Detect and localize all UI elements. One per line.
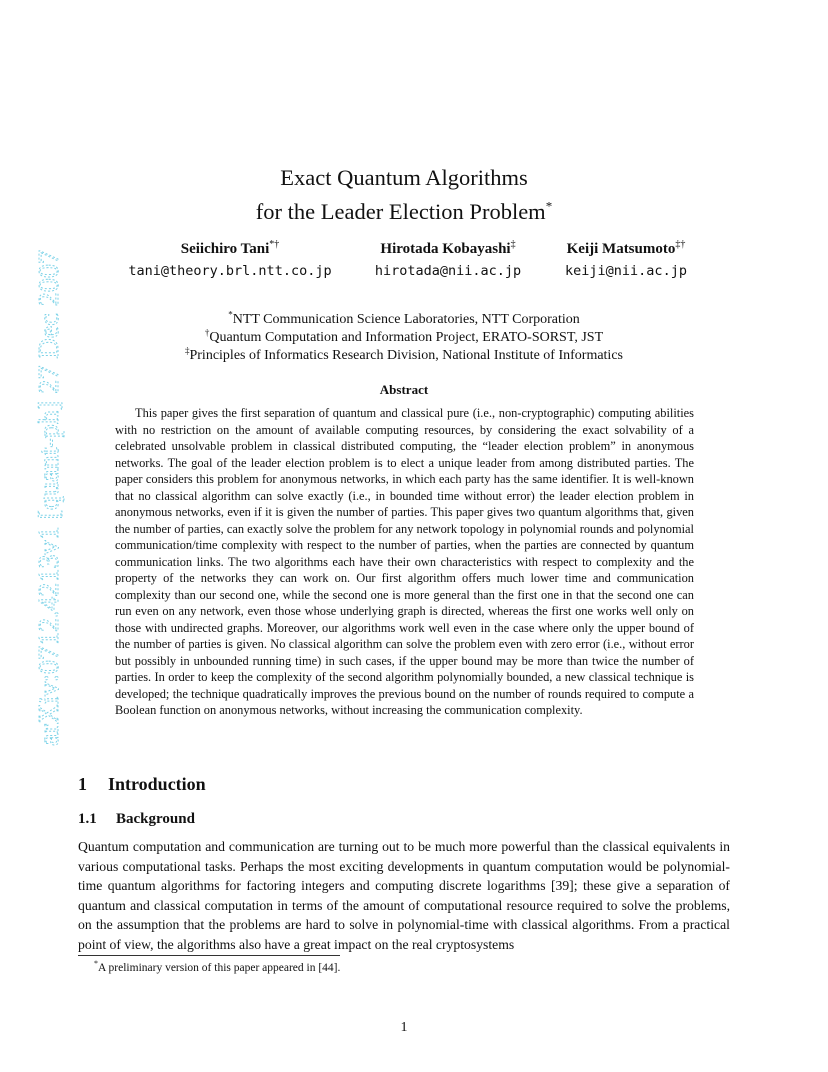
subsection-heading: [78, 808, 195, 830]
subsection-title: Background: [116, 811, 195, 827]
author-name-1: Seiichiro Tani*†: [180, 239, 280, 257]
author-name-3: Keiji Matsumoto‡†: [566, 239, 686, 257]
footnote-divider: [78, 955, 340, 956]
page-number: 1: [400, 1020, 408, 1035]
author-name-2: Hirotada Kobayashi‡: [380, 239, 516, 257]
author-affiliation-marks-2: ‡: [510, 239, 516, 250]
author-block-3: [552, 238, 700, 282]
footnote-mark: *: [94, 959, 98, 969]
author-email-1: tani@theory.brl.ntt.co.jp: [128, 263, 332, 279]
section-number: 1: [78, 774, 87, 794]
title-footnote-mark: *: [545, 198, 553, 214]
subsection-number: 1.1: [78, 811, 97, 827]
author-affiliation-marks-1: *†: [269, 239, 280, 250]
footnote: [94, 960, 340, 976]
arxiv-identifier-text: arXiv:0712.4213v1 [quant-ph] 27 Dec 2007: [34, 252, 65, 746]
paper-title-line-2-text: for the Leader Election Problem: [255, 199, 546, 224]
affiliations: [0, 311, 808, 365]
affiliation-3: ‡Principles of Informatics Research Division, National Institute of Informatics: [184, 345, 623, 363]
abstract-body: This paper gives the first separation of quantum and classical pure (i.e., non-cryptographic) computing abilities with no restriction on the amount of available computing resources, by considering the exact solvability of a celebrated unsolvable problem in classical distributed computing, the “leader election problem” in anonymous networks. The goal of the leader election problem is to elect a unique leader from among distributed parties. The paper considers this problem for anonymous networks, in which each party has the same identifier. It is well-known that no classical algorithm can solve exactly (i.e., in bounded time without error) the leader election problem in anonymous networks, even if it is given the number of parties. This paper gives two quantum algorithms that, given the number of parties, can exactly solve the problem for any network topology in polynomial rounds and polynomial communication/time complexity with respect to the number of parties, when the parties are connected by quantum communication links. The two algorithms each have their own characteristics with respect to complexity and the property of the networks they can work on. Our first algorithm offers much lower time and communication complexity than our second one, while the second one is more general than the first one in that the second one can run even on any network, even those whose underlying graph is directed, whereas the first one works well only on those with undirected graphs. Moreover, our algorithms work well even in the case where only the upper bound of the number of parties is given. No classical algorithm can solve the problem even with zero error (i.e., without error but possibly in unbounded running time) in such cases, if the upper bound may be more than twice the number of parties. In order to keep the complexity of the second algorithm polynomially bounded, a new classical technique is developed; the technique quadratically improves the previous bound on the number of rounds required to compute a Boolean function on anonymous networks, without increasing the communication complexity.: [115, 406, 694, 717]
author-block-1: [112, 238, 348, 282]
paper-title: [0, 161, 808, 229]
author-email-2: hirotada@nii.ac.jp: [374, 263, 522, 279]
author-affiliation-marks-3: ‡†: [675, 239, 686, 250]
author-email-3: keiji@nii.ac.jp: [565, 263, 687, 279]
footnote-text: A preliminary version of this paper appeared in [44].: [98, 962, 341, 974]
section-heading: [78, 771, 206, 797]
paper-title-line-1: Exact Quantum Algorithms: [280, 165, 528, 190]
paper-title-line-2: [0, 195, 808, 229]
body-paragraph: Quantum computation and communication are turning out to be much more powerful than the classical equivalents in various computational tasks. Perhaps the most exciting developments in quantum computation would be polynomial-time quantum algorithms for factoring integers and computing discrete logarithms [39]; these give a separation of quantum and classical computation in terms of the amount of computational resource required to solve the problems, on the assumption that the problems are hard to solve in polynomial-time with classical algorithms. From a practical point of view, the algorithms also have a great impact on the real cryptosystems: [78, 839, 730, 952]
affiliation-1: *NTT Communication Science Laboratories, NTT Corporation: [228, 309, 580, 327]
section-title: Introduction: [108, 774, 206, 794]
affiliation-2: †Quantum Computation and Information Project, ERATO-SORST, JST: [204, 327, 604, 345]
author-block-2: [360, 238, 536, 282]
abstract-heading: Abstract: [379, 382, 429, 397]
